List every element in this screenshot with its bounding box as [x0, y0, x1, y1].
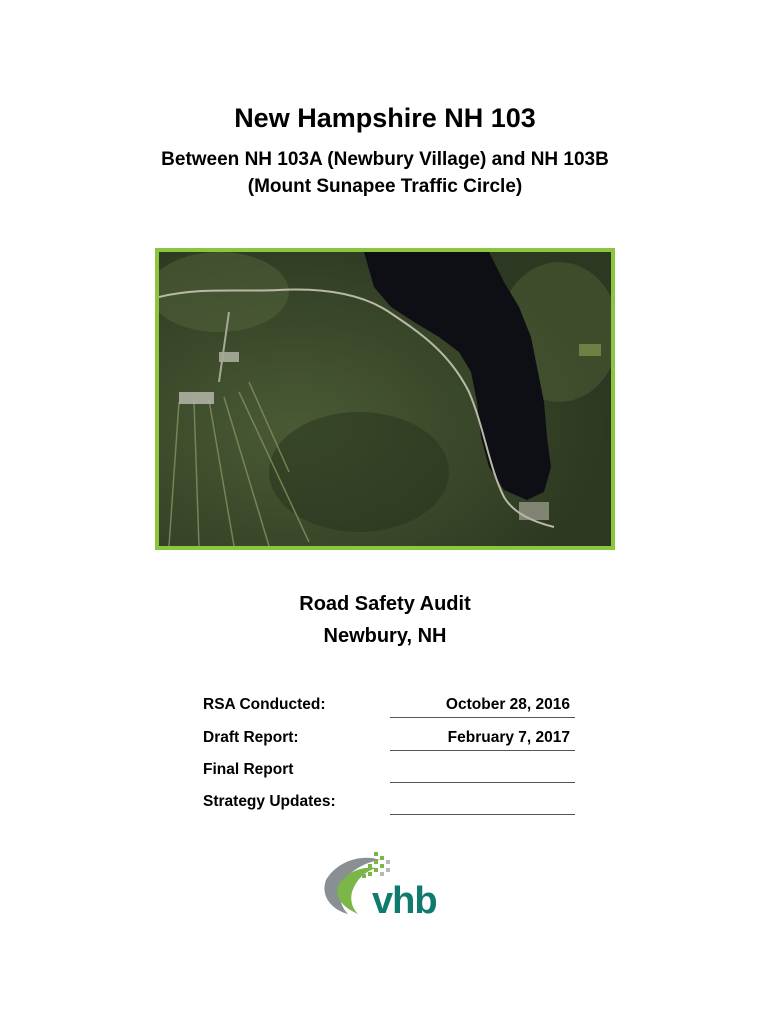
schedule-value: February 7, 2017: [390, 725, 575, 751]
schedule-label: Final Report: [203, 761, 294, 778]
report-type-line-1: Road Safety Audit: [299, 593, 471, 615]
schedule-value: [390, 789, 575, 815]
schedule-label: RSA Conducted:: [203, 696, 326, 713]
aerial-photo: [155, 248, 615, 550]
schedule-value: October 28, 2016: [390, 692, 575, 718]
vhb-logo-text: vhb: [372, 880, 437, 922]
schedule-row-final-report: [203, 757, 575, 787]
schedule-label: Strategy Updates:: [203, 793, 336, 810]
report-type-line-2: Newbury, NH: [323, 625, 447, 647]
subtitle-line-1: Between NH 103A (Newbury Village) and NH 103B: [161, 149, 609, 170]
document-subtitle: [0, 146, 770, 200]
aerial-photo-image: [159, 252, 611, 546]
schedule-value: [390, 757, 575, 783]
subtitle-line-2: (Mount Sunapee Traffic Circle): [247, 176, 523, 197]
schedule-row-draft-report: [203, 725, 575, 755]
schedule-row-strategy-updates: [203, 789, 575, 819]
report-type: [0, 588, 770, 652]
schedule-row-rsa-conducted: [203, 692, 575, 722]
document-title: New Hampshire NH 103: [234, 103, 536, 133]
schedule-label: Draft Report:: [203, 729, 299, 746]
